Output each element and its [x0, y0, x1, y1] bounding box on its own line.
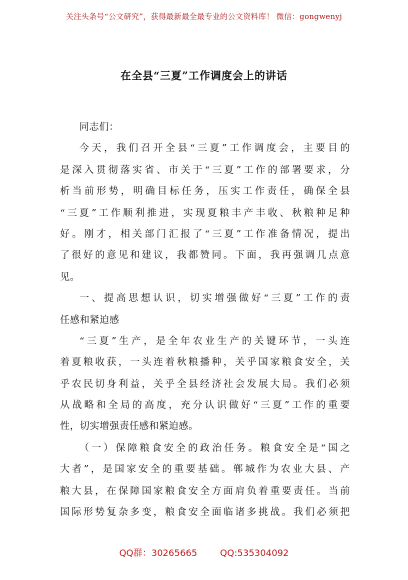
body-line: 今天，我们召开全县“三夏”工作调度会，主要目的 — [79, 143, 350, 155]
body-line: 见。 — [60, 271, 80, 283]
body-line: 粮大县，在保障国家粮食安全方面肩负着重要责任。当前 — [60, 485, 350, 497]
body-line: 国际形势复杂多变，粮食安全面临诸多挑战。我们必须把 — [60, 507, 350, 519]
body-line: 从战略和全局的高度，充分认识做好“三夏”工作的重要 — [60, 400, 350, 412]
salutation-line: 同志们： — [79, 122, 119, 133]
body-line: “三夏”工作顺利推进，实现夏粮丰产丰收、秋粮种足种 — [60, 207, 350, 219]
body-line: 乎农民切身利益，关乎全县经济社会发展大局。我们必须 — [60, 378, 350, 390]
body-line: 着夏粮收获，一头连着秋粮播种，关乎国家粮食安全，关 — [60, 357, 350, 369]
footer-qq: QQ:535304092 — [220, 549, 289, 559]
body-line: 大者”，是国家安全的重要基础。郸城作为农业大县、产 — [60, 464, 350, 476]
subsection-line: （一）保障粮食安全的政治任务。粮食安全是“国之 — [79, 442, 350, 454]
body-line: “三夏”生产，是全年农业生产的关键环节，一头连 — [79, 335, 350, 347]
section-heading-line: 任感和紧迫感 — [60, 314, 120, 326]
document-title: 在全县“三夏”工作调度会上的讲话 — [120, 70, 288, 82]
document-body — [60, 117, 350, 523]
body-line: 好。刚才，相关部门汇报了“三夏”工作准备情况，提出 — [60, 228, 350, 240]
body-line: 性，切实增强责任感和紧迫感。 — [60, 421, 199, 433]
header-note: 关注头条号“公文研究”，获得最新最全最专业的公文资料库！ 微信：gongwenyj — [65, 12, 343, 21]
footer-contact — [0, 546, 408, 559]
footer-qq-group: QQ群：30265665 — [119, 549, 198, 559]
body-line: 是深入贯彻落实省、市关于“三夏”工作的部署要求，分 — [60, 164, 350, 176]
body-line: 析当前形势，明确目标任务，压实工作责任，确保全县 — [60, 186, 350, 198]
section-heading-line: 一、提高思想认识，切实增强做好“三夏”工作的责 — [79, 293, 350, 305]
body-line: 了很好的意见和建议，我都赞同。下面，我再强调几点意 — [60, 250, 350, 262]
